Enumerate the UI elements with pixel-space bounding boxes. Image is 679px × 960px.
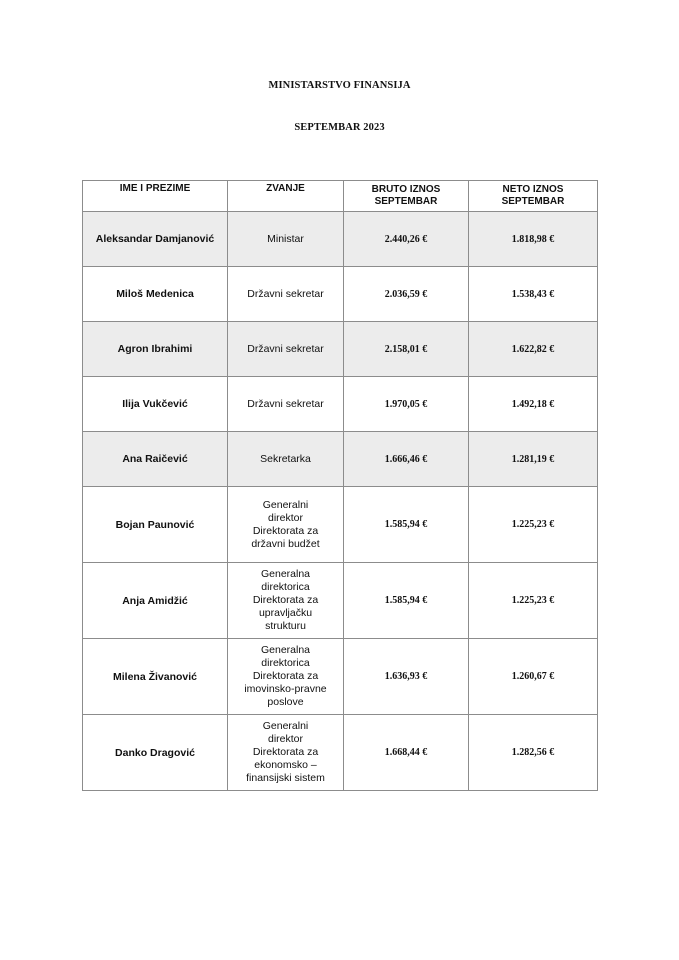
- cell-title: [228, 322, 344, 377]
- cell-title-line: Državni sekretar: [247, 342, 324, 355]
- cell-name: Ana Raičević: [83, 432, 228, 487]
- cell-title: [228, 563, 344, 639]
- cell-gross: 1.666,46 €: [344, 432, 469, 487]
- cell-net: 1.282,56 €: [469, 715, 598, 791]
- document-ministry-title: MINISTARSTVO FINANSIJA: [268, 80, 411, 91]
- cell-title: [228, 267, 344, 322]
- cell-gross: 2.158,01 €: [344, 322, 469, 377]
- cell-net: 1.538,43 €: [469, 267, 598, 322]
- salary-table: [82, 180, 598, 791]
- cell-gross: 2.036,59 €: [344, 267, 469, 322]
- cell-net: 1.281,19 €: [469, 432, 598, 487]
- table-row: [83, 377, 598, 432]
- table-row: [83, 322, 598, 377]
- cell-title: [228, 487, 344, 563]
- header-gross-line2: SEPTEMBAR: [374, 196, 438, 207]
- cell-title-line: Ministar: [267, 232, 304, 245]
- cell-title-line: imovinsko-pravne: [244, 683, 327, 695]
- cell-title-line: strukturu: [265, 620, 306, 632]
- cell-title: [228, 432, 344, 487]
- cell-title-line: Generalni: [262, 720, 309, 732]
- cell-gross: 1.585,94 €: [344, 487, 469, 563]
- header-net-line2: SEPTEMBAR: [501, 196, 565, 207]
- cell-name: Anja Amidžić: [83, 563, 228, 639]
- cell-net: 1.492,18 €: [469, 377, 598, 432]
- table-header-row: [83, 181, 598, 212]
- header-title: ZVANJE: [228, 181, 344, 212]
- cell-name: Miloš Medenica: [83, 267, 228, 322]
- cell-title: [228, 212, 344, 267]
- cell-title-line: ekonomsko –: [254, 759, 317, 771]
- cell-title-line: Direktorata za: [252, 670, 319, 682]
- cell-title-line: direktor: [267, 511, 303, 524]
- cell-gross: 1.970,05 €: [344, 377, 469, 432]
- cell-net: 1.225,23 €: [469, 487, 598, 563]
- cell-title-line: upravljačku: [258, 607, 313, 619]
- cell-net: 1.225,23 €: [469, 563, 598, 639]
- cell-net: 1.818,98 €: [469, 212, 598, 267]
- cell-name: Agron Ibrahimi: [83, 322, 228, 377]
- cell-name: Bojan Paunović: [83, 487, 228, 563]
- cell-title-line: Generalna: [260, 644, 311, 656]
- cell-title-line: Generalni: [262, 498, 309, 511]
- cell-title-line: finansijski sistem: [246, 772, 325, 784]
- table-row: [83, 715, 598, 791]
- header-gross-line1: BRUTO IZNOS: [371, 184, 441, 195]
- cell-title-line: direktor: [267, 733, 303, 745]
- cell-title-line: državni budžet: [251, 537, 320, 550]
- header-name: IME I PREZIME: [83, 181, 228, 212]
- table-row: [83, 487, 598, 563]
- cell-title-line: Državni sekretar: [247, 287, 324, 300]
- table-row: [83, 212, 598, 267]
- cell-name: Danko Dragović: [83, 715, 228, 791]
- cell-net: 1.260,67 €: [469, 639, 598, 715]
- cell-title-line: poslove: [267, 696, 304, 708]
- table-row: [83, 267, 598, 322]
- cell-gross: 1.636,93 €: [344, 639, 469, 715]
- cell-title-line: Sekretarka: [260, 452, 311, 465]
- header-net: [469, 181, 598, 212]
- table-row: [83, 432, 598, 487]
- cell-name: Ilija Vukčević: [83, 377, 228, 432]
- cell-title-line: Generalna: [260, 568, 311, 580]
- cell-title-line: Direktorata za: [252, 594, 319, 606]
- cell-title: [228, 715, 344, 791]
- cell-title-line: direktorica: [261, 657, 310, 669]
- cell-name: Milena Živanović: [83, 639, 228, 715]
- cell-title-line: direktorica: [261, 581, 310, 593]
- cell-gross: 2.440,26 €: [344, 212, 469, 267]
- cell-net: 1.622,82 €: [469, 322, 598, 377]
- header-gross: [344, 181, 469, 212]
- document-period-title: SEPTEMBAR 2023: [294, 122, 385, 133]
- table-row: [83, 563, 598, 639]
- cell-title: [228, 377, 344, 432]
- cell-title: [228, 639, 344, 715]
- table-row: [83, 639, 598, 715]
- cell-gross: 1.585,94 €: [344, 563, 469, 639]
- cell-gross: 1.668,44 €: [344, 715, 469, 791]
- cell-title-line: Državni sekretar: [247, 397, 324, 410]
- header-net-line1: NETO IZNOS: [502, 184, 564, 195]
- cell-name: Aleksandar Damjanović: [83, 212, 228, 267]
- cell-title-line: Direktorata za: [252, 746, 319, 758]
- cell-title-line: Direktorata za: [252, 524, 319, 537]
